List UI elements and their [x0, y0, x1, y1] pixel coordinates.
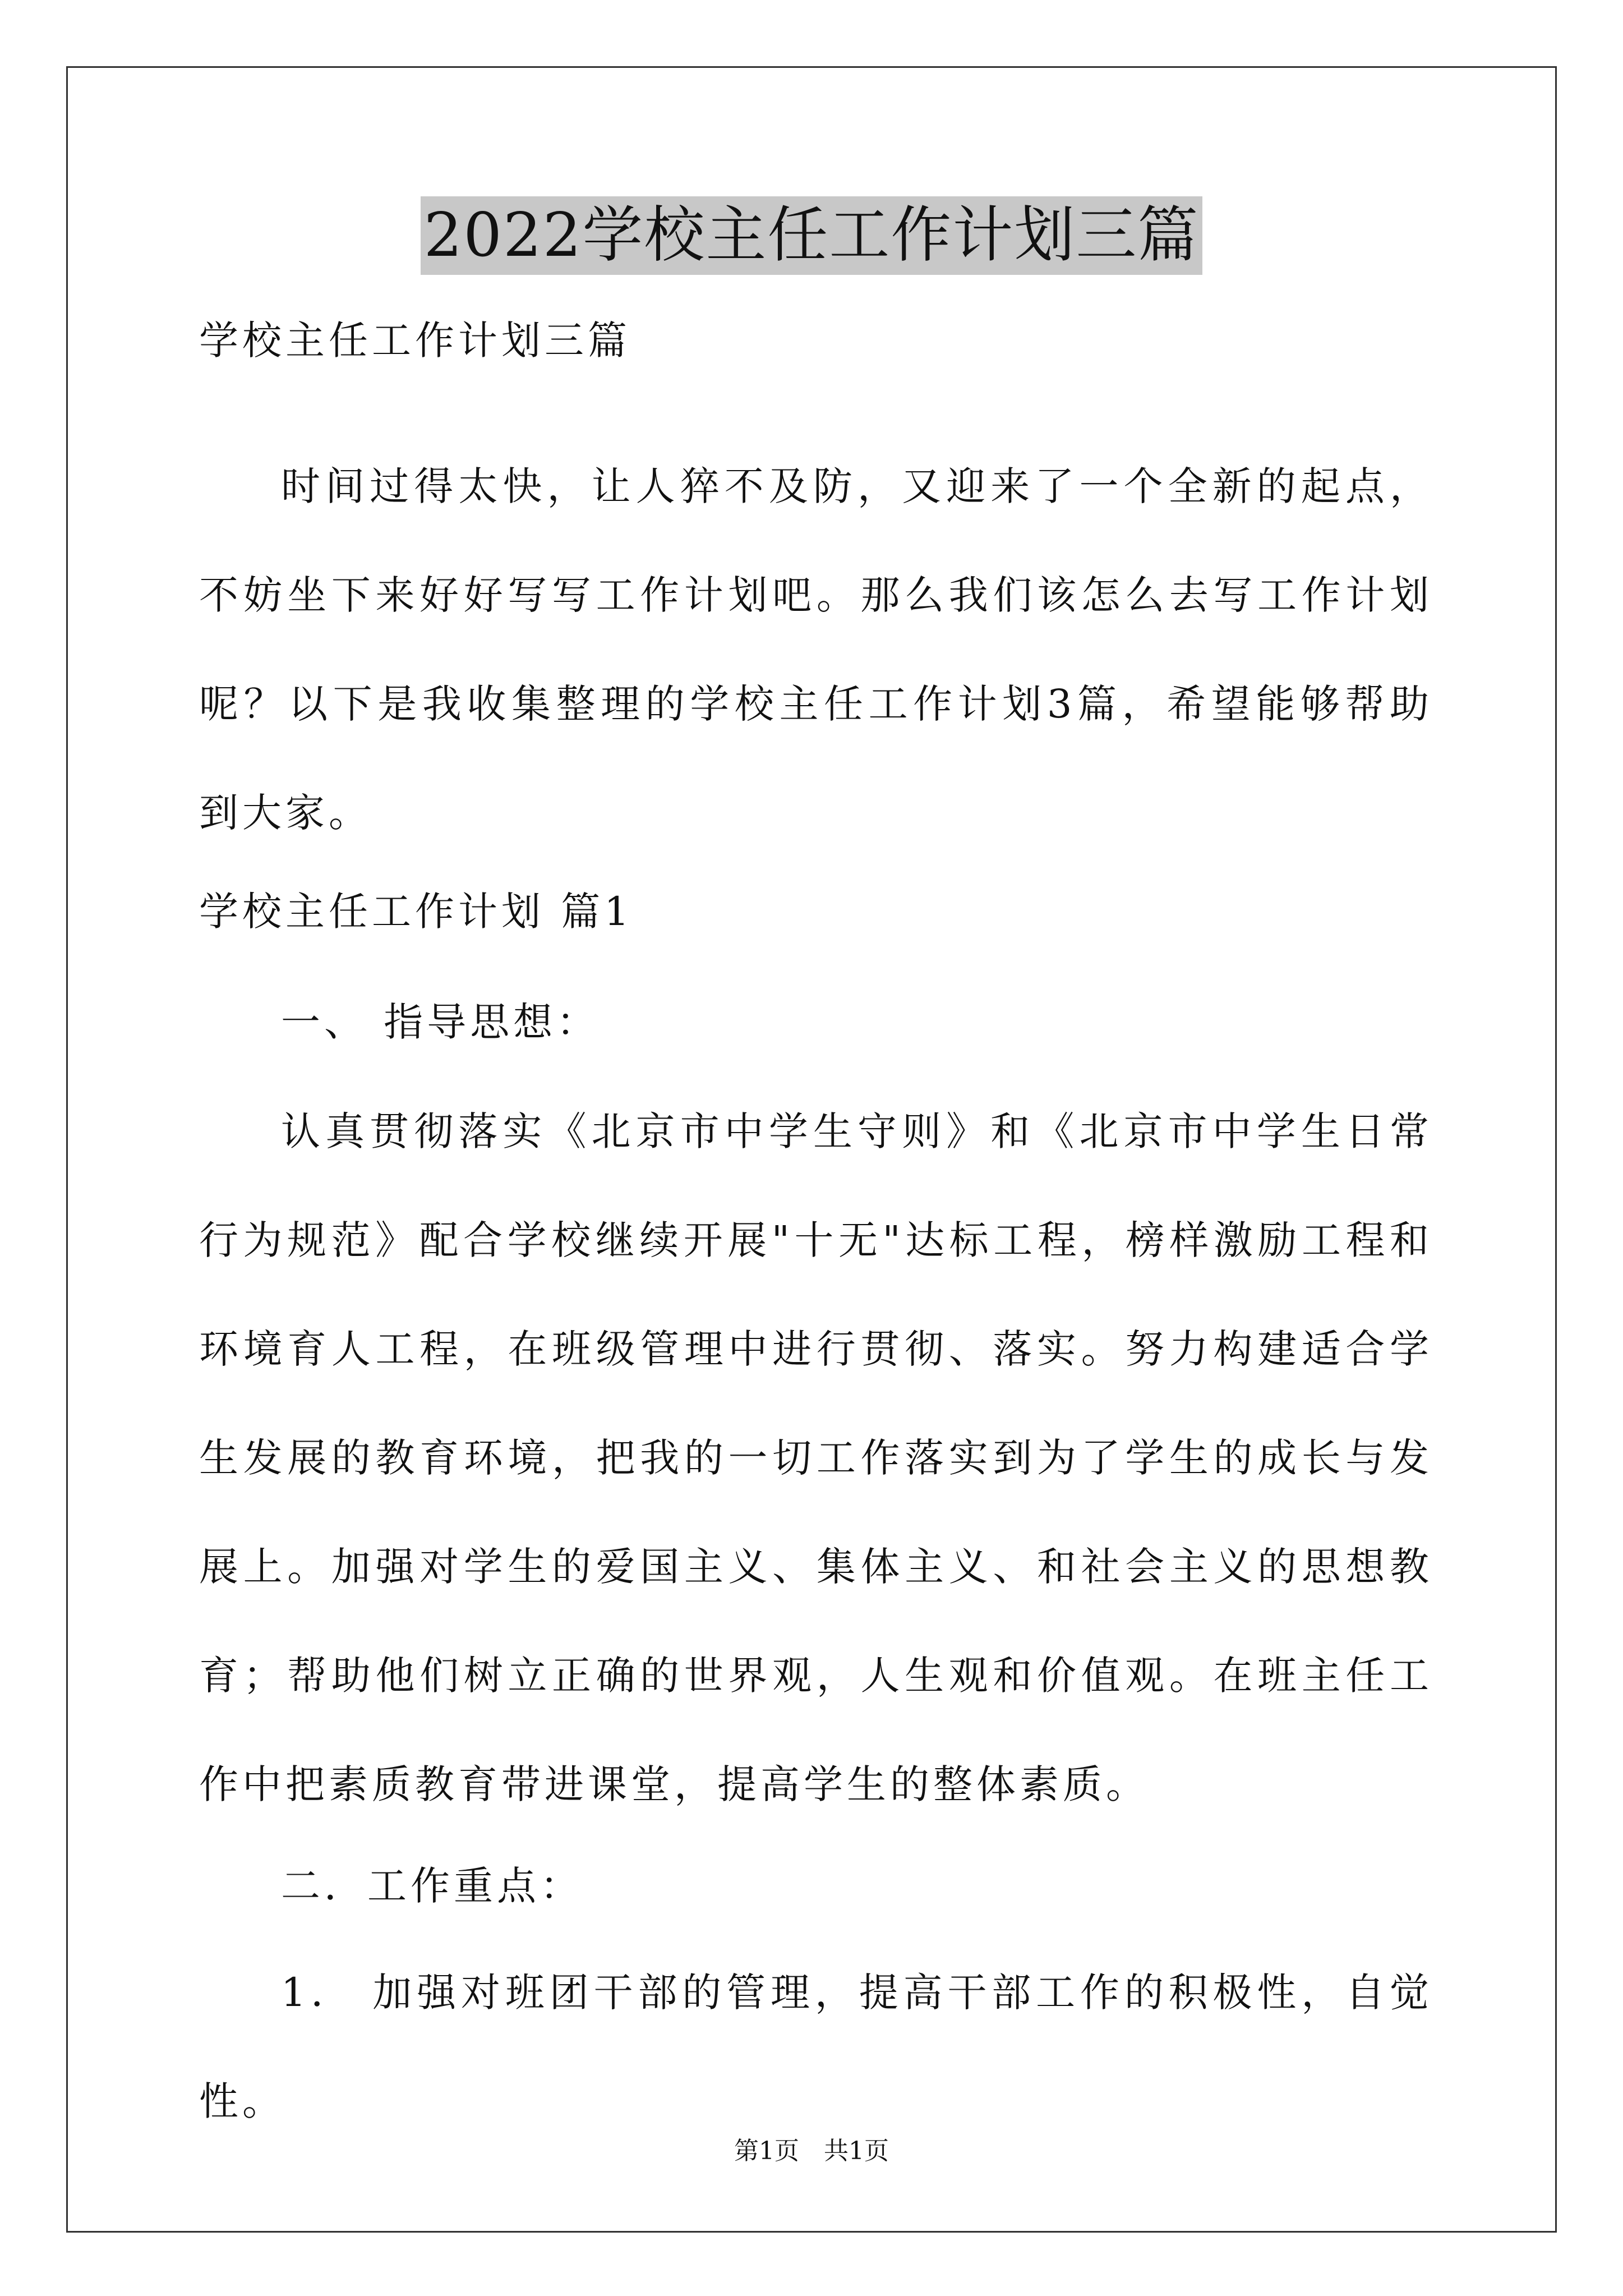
- section-heading: 学校主任工作计划 篇1: [199, 889, 633, 935]
- document-title: 2022学校主任工作计划三篇: [421, 196, 1203, 275]
- heading-work-focus: 二．工作重点：: [281, 1863, 583, 1909]
- list-item: 1． 加强对班团干部的管理，提高干部工作的积极性，自觉性。: [199, 1970, 1433, 2124]
- title-container: [0, 196, 1623, 275]
- page-footer: 第1页 共1页: [734, 2137, 889, 2165]
- paragraph-guiding-ideology: 认真贯彻落实《北京市中学生守则》和《北京市中学生日常行为规范》配合学校继续开展"十无"达标工程，榜样激励工程和环境育人工程，在班级管理中进行贯彻、落实。努力构建适合学生发展的教育环境，把我的一切工作落实到为了学生的成长与发展上。加强对学生的爱国主义、集体主义、和社会主义的思想教育；帮助他们树立正确的世界观，人生观和价值观。在班主任工作中把素质教育带进课堂，提高学生的整体素质。: [199, 1108, 1433, 1807]
- intro-paragraph: 时间过得太快，让人猝不及防，又迎来了一个全新的起点，不妨坐下来好好写写工作计划吧。那么我们该怎么去写工作计划呢？以下是我收集整理的学校主任工作计划3篇，希望能够帮助到大家。: [199, 463, 1433, 836]
- document-subtitle: 学校主任工作计划三篇: [199, 318, 631, 364]
- heading-guiding-ideology: 一、 指导思想：: [281, 999, 600, 1045]
